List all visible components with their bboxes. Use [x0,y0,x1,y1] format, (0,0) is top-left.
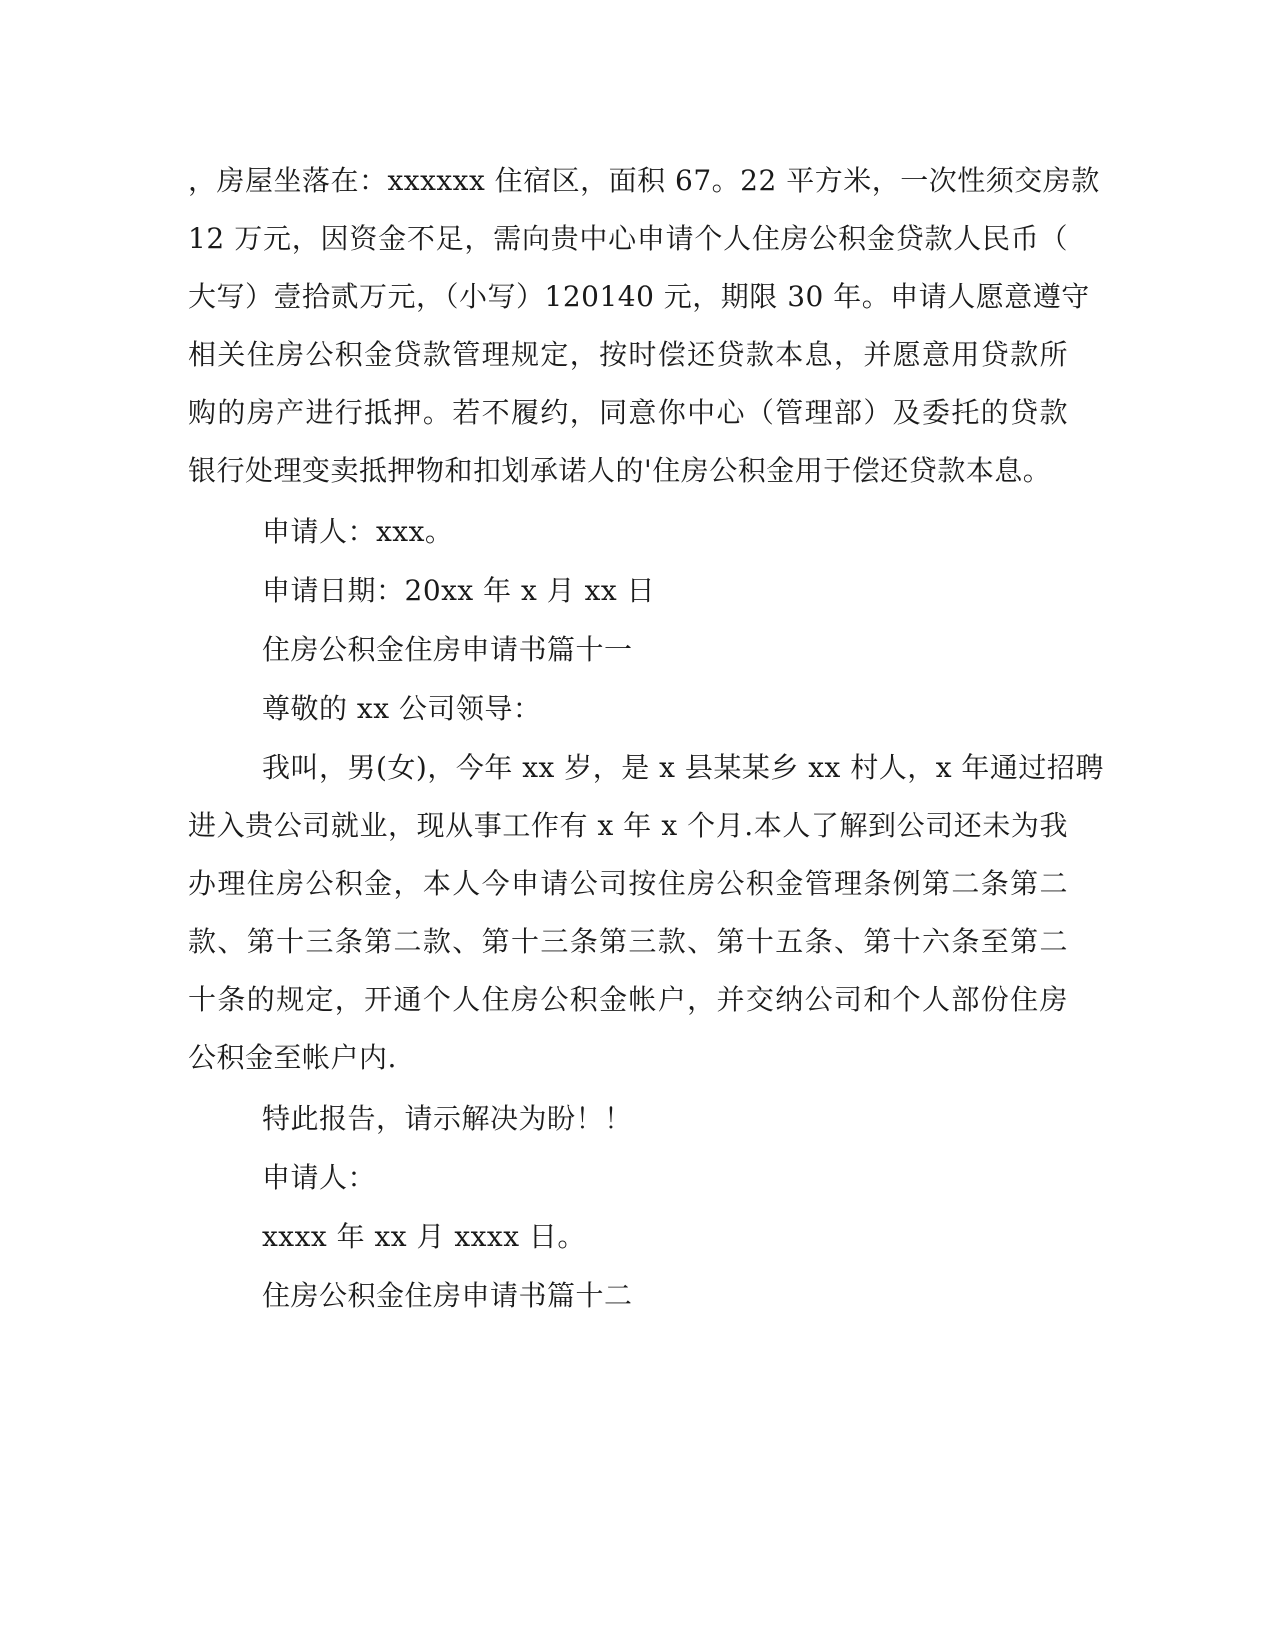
paragraph-1-line-4: 相关住房公积金贷款管理规定，按时偿还贷款本息，并愿意用贷款所 [188,338,1068,371]
applicant-line: 申请人：xxx。 [262,515,454,548]
paragraph-1-line-2: 12 万元，因资金不足，需向贵中心申请个人住房公积金贷款人民币（ [188,222,1068,255]
closing-line: 特此报告，请示解决为盼！！ [262,1102,633,1135]
paragraph-2-line-1: 我叫，男(女)，今年 xx 岁，是 x 县某某乡 xx 村人，x 年通过招聘 [262,751,1104,784]
paragraph-2-line-5: 十条的规定，开通个人住房公积金帐户，并交纳公司和个人部份住房 [188,983,1068,1016]
date-line-2: xxxx 年 xx 月 xxxx 日。 [262,1220,586,1253]
apply-date-line: 申请日期：20xx 年 x 月 xx 日 [262,574,656,607]
paragraph-2-line-2: 进入贵公司就业，现从事工作有 x 年 x 个月.本人了解到公司还未为我 [188,809,1068,842]
paragraph-1-line-6: 银行处理变卖抵押物和扣划承诺人的'住房公积金用于偿还贷款本息。 [188,454,1052,487]
section-title-11: 住房公积金住房申请书篇十一 [262,633,633,666]
applicant-line-2: 申请人： [262,1161,377,1194]
paragraph-1-line-3: 大写）壹拾贰万元，（小写）120140 元，期限 30 年。申请人愿意遵守 [188,280,1090,313]
paragraph-1-line-1: ，房屋坐落在：xxxxxx 住宿区，面积 67。22 平方米，一次性须交房款 [188,164,1100,197]
paragraph-1-line-5: 购的房产进行抵押。若不履约，同意你中心（管理部）及委托的贷款 [188,396,1068,429]
salutation: 尊敬的 xx 公司领导： [262,692,542,725]
paragraph-2-line-4: 款、第十三条第二款、第十三条第三款、第十五条、第十六条至第二 [188,925,1068,958]
section-title-12: 住房公积金住房申请书篇十二 [262,1279,633,1312]
paragraph-2-line-6: 公积金至帐户内. [188,1041,397,1074]
paragraph-2-line-3: 办理住房公积金，本人今申请公司按住房公积金管理条例第二条第二 [188,867,1068,900]
